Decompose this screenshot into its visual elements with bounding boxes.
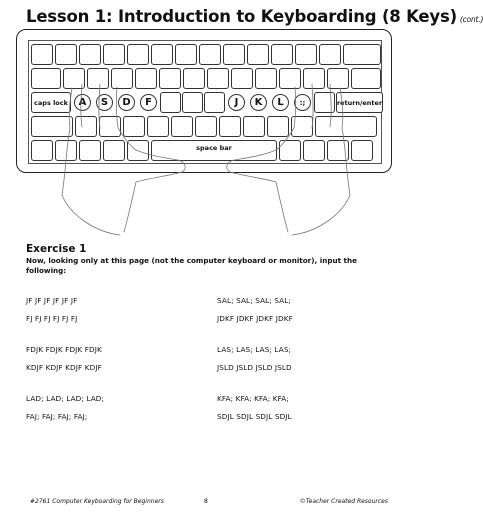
drill-line-left-1: JF JF JF JF JF JF (26, 296, 78, 305)
home-key-d: D (118, 94, 135, 111)
key (63, 68, 85, 89)
footer-book-title: #2761 Computer Keyboarding for Beginners (30, 498, 164, 505)
key (31, 116, 73, 137)
key (183, 68, 205, 89)
keyboard-row-2 (31, 68, 381, 89)
continued-label: (cont.) (459, 15, 483, 24)
key (303, 68, 325, 89)
home-key-a: A (74, 94, 91, 111)
key (243, 116, 265, 137)
key (55, 140, 77, 161)
keyboard-key-area (28, 40, 382, 164)
key (79, 140, 101, 161)
key (247, 44, 269, 65)
keyboard-row-4 (31, 116, 377, 137)
key (231, 68, 253, 89)
keyboard-row-1 (31, 44, 381, 65)
home-key-s: S (96, 94, 113, 111)
space-bar-key: space bar (151, 140, 277, 161)
drill-line-left-6: FAJ; FAJ; FAJ; FAJ; (26, 412, 88, 421)
key (111, 68, 133, 89)
drill-line-left-4: KDJF KDJF KDJF KDJF (26, 363, 102, 372)
key (279, 140, 301, 161)
home-key-semicolon: :; (294, 94, 311, 111)
key (31, 44, 53, 65)
key (151, 44, 173, 65)
return-enter-key: return/enter (336, 92, 383, 113)
key (204, 92, 225, 113)
footer-page-number: 8 (204, 498, 208, 505)
key (75, 116, 97, 137)
home-key-l: L (272, 94, 289, 111)
key (207, 68, 229, 89)
key (199, 44, 221, 65)
key (327, 68, 349, 89)
key (351, 68, 381, 89)
key (103, 44, 125, 65)
lesson-title: Lesson 1: Introduction to Keyboarding (8 Keys) (26, 7, 457, 26)
key (99, 116, 121, 137)
key (343, 44, 381, 65)
keyboard-row-5 (31, 140, 373, 161)
home-key-k: K (250, 94, 267, 111)
drill-line-left-2: FJ FJ FJ FJ FJ FJ (26, 314, 78, 323)
key (303, 140, 325, 161)
key (103, 140, 125, 161)
key (351, 140, 373, 161)
key (175, 44, 197, 65)
key (327, 140, 349, 161)
footer-publisher: ©Teacher Created Resources (299, 498, 388, 505)
key (182, 92, 203, 113)
keyboard-illustration (16, 29, 392, 173)
home-key-j: J (228, 94, 245, 111)
drill-line-left-3: FDJK FDJK FDJK FDJK (26, 345, 102, 354)
key (279, 68, 301, 89)
drill-line-right-6: SDJL SDJL SDJL SDJL (217, 412, 292, 421)
key (127, 140, 149, 161)
drill-line-left-5: LAD; LAD; LAD; LAD; (26, 394, 105, 403)
key (55, 44, 77, 65)
drill-line-right-3: LAS; LAS; LAS; LAS; (217, 345, 292, 354)
key (159, 68, 181, 89)
key (147, 116, 169, 137)
key (314, 92, 335, 113)
key (171, 116, 193, 137)
key (271, 44, 293, 65)
key (295, 44, 317, 65)
key (87, 68, 109, 89)
exercise-instruction: Now, looking only at this page (not the computer keyboard or monitor), input the following: (26, 256, 357, 275)
page-title (26, 7, 483, 26)
key (135, 68, 157, 89)
exercise-title: Exercise 1 (26, 243, 87, 255)
key (195, 116, 217, 137)
key (160, 92, 181, 113)
key (79, 44, 101, 65)
key (267, 116, 289, 137)
keyboard-home-row (31, 92, 383, 113)
home-key-f: F (140, 94, 157, 111)
key (31, 140, 53, 161)
drill-line-right-1: SAL; SAL; SAL; SAL; (217, 296, 291, 305)
key (31, 68, 61, 89)
key (315, 116, 377, 137)
key (291, 116, 313, 137)
key (223, 44, 245, 65)
drill-line-right-4: JSLD JSLD JSLD JSLD (217, 363, 292, 372)
drill-line-right-5: KFA; KFA; KFA; KFA; (217, 394, 289, 403)
key (219, 116, 241, 137)
key (123, 116, 145, 137)
key (127, 44, 149, 65)
caps-lock-key: caps lock (31, 92, 71, 113)
key (319, 44, 341, 65)
key (255, 68, 277, 89)
drill-line-right-2: JDKF JDKF JDKF JDKF (217, 314, 293, 323)
